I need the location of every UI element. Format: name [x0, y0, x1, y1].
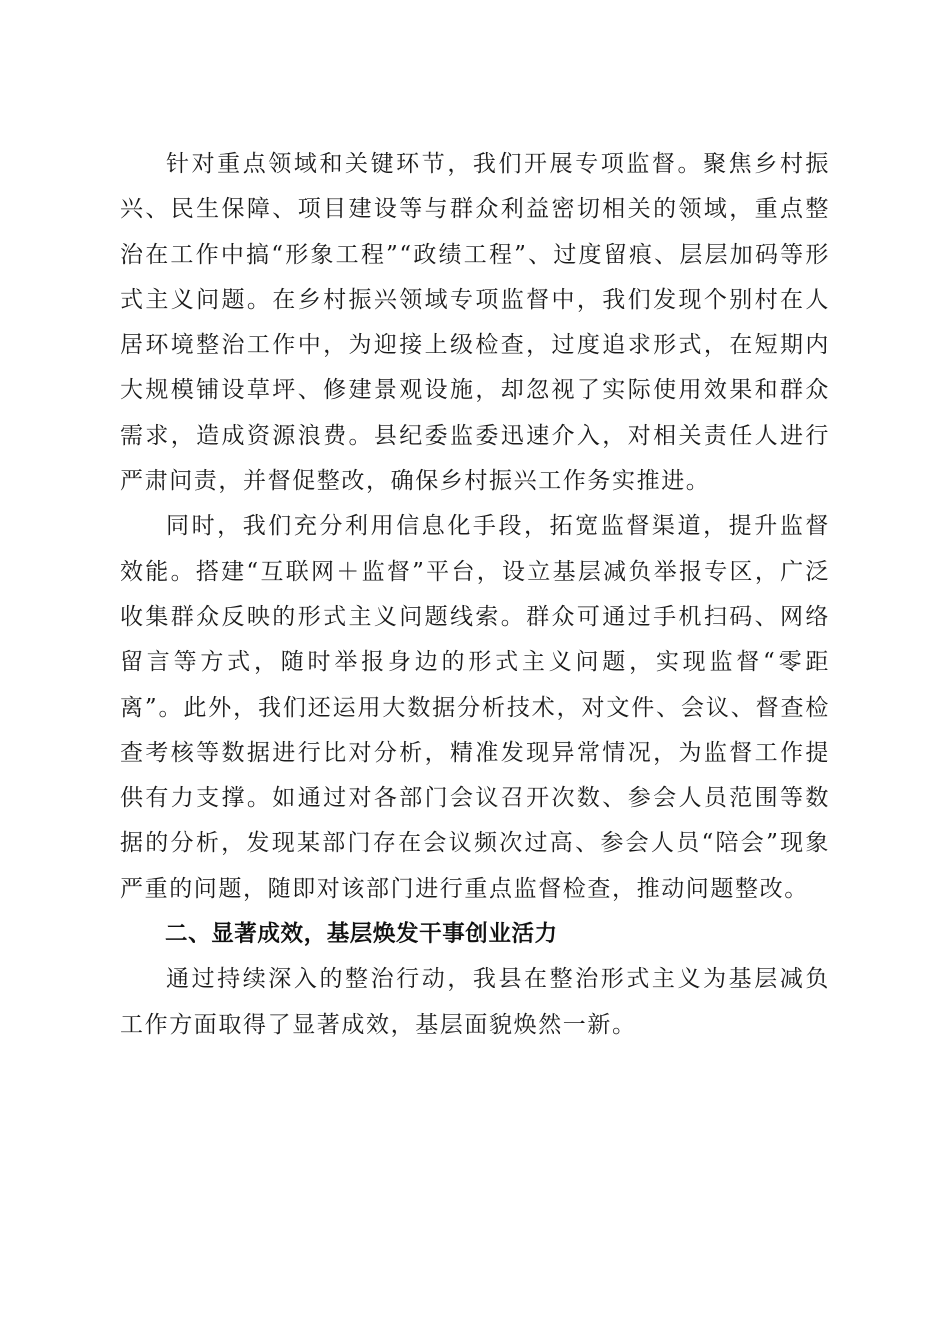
- paragraph-special-supervision: 针对重点领域和关键环节，我们开展专项监督。聚焦乡村振兴、民生保障、项目建设等与群众利益密切相关的领域，重点整治在工作中搞“形象工程”“政绩工程”、过度留痕、层层加码等形式主义问题。在乡村振兴领域专项监督中，我们发现个别村在人居环境整治工作中，为迎接上级检查，过度追求形式，在短期内大规模铺设草坪、修建景观设施，却忽视了实际使用效果和群众需求，造成资源浪费。县纪委监委迅速介入，对相关责任人进行严肃问责，并督促整改，确保乡村振兴工作务实推进。: [120, 151, 830, 495]
- document-body: [120, 142, 830, 1048]
- section-heading: 二、显著成效，基层焕发干事创业活力: [165, 921, 558, 948]
- paragraph-informatization: 同时，我们充分利用信息化手段，拓宽监督渠道，提升监督效能。搭建“互联网＋监督”平台，设立基层减负举报专区，广泛收集群众反映的形式主义问题线索。群众可通过手机扫码、网络留言等方式，随时举报身边的形式主义问题，实现监督“零距离”。此外，我们还运用大数据分析技术，对文件、会议、督查检查考核等数据进行比对分析，精准发现异常情况，为监督工作提供有力支撑。如通过对各部门会议召开次数、参会人员范围等数据的分析，发现某部门存在会议频次过高、参会人员“陪会”现象严重的问题，随即对该部门进行重点监督检查，推动问题整改。: [120, 513, 830, 902]
- paragraph-results: 通过持续深入的整治行动，我县在整治形式主义为基层减负工作方面取得了显著成效，基层面貌焕然一新。: [120, 966, 830, 1038]
